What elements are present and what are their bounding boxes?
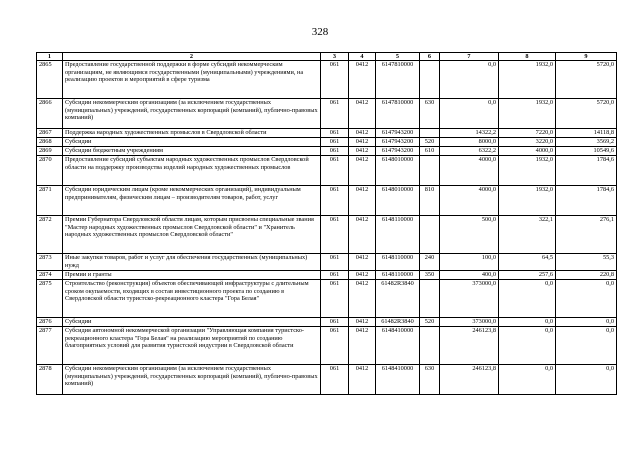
- header-cell: 6: [420, 53, 440, 61]
- row-section-code: 0412: [349, 147, 376, 156]
- row-target-code: 6148110000: [376, 216, 420, 254]
- row-number: 2873: [37, 254, 63, 271]
- row-target-code: 6148410000: [376, 327, 420, 365]
- row-admin-code: 061: [321, 156, 349, 186]
- header-cell: 4: [349, 53, 376, 61]
- row-name: Субсидия автономной некоммерческой организации "Управляющая компания туристско-рекреационного кластера "Гора Белая" на реализацию мероприятий по созданию благоприятных условий для развития туристской индустрии в Свердловской области: [63, 327, 321, 365]
- row-value-col9: 0,0: [556, 318, 617, 327]
- table-row: [37, 61, 617, 99]
- row-value-col7: 6322,2: [440, 147, 499, 156]
- row-target-code: 6147810000: [376, 99, 420, 129]
- row-value-col7: 0,0: [440, 99, 499, 129]
- row-expense-type: 610: [420, 147, 440, 156]
- table-row: [37, 365, 617, 395]
- table-row: [37, 156, 617, 186]
- row-name: Субсидии юридическим лицам (кроме некоммерческих организаций), индивидуальным предпринимателям, физическим лицам – производителям товаров, работ, услуг: [63, 186, 321, 216]
- row-section-code: 0412: [349, 129, 376, 138]
- row-value-col7: 373000,0: [440, 280, 499, 318]
- row-value-col8: 0,0: [499, 365, 556, 395]
- header-cell: 8: [499, 53, 556, 61]
- row-value-col8: 0,0: [499, 327, 556, 365]
- header-row: [37, 53, 617, 61]
- row-value-col8: 7220,0: [499, 129, 556, 138]
- row-admin-code: 061: [321, 365, 349, 395]
- row-name: Субсидии: [63, 138, 321, 147]
- row-admin-code: 061: [321, 186, 349, 216]
- table-row: [37, 99, 617, 129]
- row-target-code: 6147943200: [376, 147, 420, 156]
- row-name: Предоставление государственной поддержки в форме субсидий некоммерческим организациям, не являющимся государственными (муниципальными) учреждениями, на реализацию проектов и мероприятий в сфере туризма: [63, 61, 321, 99]
- row-value-col9: 5720,0: [556, 61, 617, 99]
- row-target-code: 6148410000: [376, 365, 420, 395]
- row-value-col9: 1784,6: [556, 186, 617, 216]
- row-section-code: 0412: [349, 271, 376, 280]
- row-admin-code: 061: [321, 318, 349, 327]
- row-value-col8: 1932,0: [499, 186, 556, 216]
- row-value-col7: 246123,8: [440, 327, 499, 365]
- row-admin-code: 061: [321, 138, 349, 147]
- row-number: 2875: [37, 280, 63, 318]
- row-name: Премии и гранты: [63, 271, 321, 280]
- row-number: 2867: [37, 129, 63, 138]
- row-value-col9: 0,0: [556, 365, 617, 395]
- row-target-code: 6148010000: [376, 156, 420, 186]
- row-admin-code: 061: [321, 327, 349, 365]
- row-number: 2870: [37, 156, 63, 186]
- row-expense-type: 240: [420, 254, 440, 271]
- row-value-col8: 257,6: [499, 271, 556, 280]
- row-expense-type: [420, 156, 440, 186]
- row-number: 2872: [37, 216, 63, 254]
- table-row: [37, 138, 617, 147]
- row-name: Премии Губернатора Свердловской области лицам, которым присвоены специальные звания "Мастер народных художественных промыслов Свердловской области" и "Хранитель народных художественных промыслов Свердловской области": [63, 216, 321, 254]
- row-name: Субсидии некоммерческим организациям (за исключением государственных (муниципальных) учреждений, государственных корпораций (компаний), публично-правовых компаний): [63, 99, 321, 129]
- row-section-code: 0412: [349, 186, 376, 216]
- row-target-code: 61482R3840: [376, 280, 420, 318]
- row-target-code: 6148110000: [376, 271, 420, 280]
- row-value-col8: 64,5: [499, 254, 556, 271]
- row-value-col9: 10549,6: [556, 147, 617, 156]
- row-target-code: 6148110000: [376, 254, 420, 271]
- row-value-col7: 4000,0: [440, 186, 499, 216]
- row-number: 2876: [37, 318, 63, 327]
- row-value-col8: 1932,0: [499, 99, 556, 129]
- row-target-code: 6147943200: [376, 138, 420, 147]
- row-value-col8: 0,0: [499, 280, 556, 318]
- row-value-col9: 14118,8: [556, 129, 617, 138]
- row-value-col9: 5720,0: [556, 99, 617, 129]
- row-expense-type: [420, 216, 440, 254]
- header-cell: 9: [556, 53, 617, 61]
- row-section-code: 0412: [349, 61, 376, 99]
- row-name: Поддержка народных художественных промыслов в Свердловской области: [63, 129, 321, 138]
- row-number: 2874: [37, 271, 63, 280]
- row-number: 2868: [37, 138, 63, 147]
- row-expense-type: 630: [420, 365, 440, 395]
- row-expense-type: [420, 327, 440, 365]
- row-name: Предоставление субсидий субъектам народных художественных промыслов Свердловской области на поддержку производства изделий народных художественных промыслов: [63, 156, 321, 186]
- row-value-col7: 100,0: [440, 254, 499, 271]
- row-expense-type: 350: [420, 271, 440, 280]
- row-section-code: 0412: [349, 254, 376, 271]
- row-admin-code: 061: [321, 61, 349, 99]
- row-admin-code: 061: [321, 216, 349, 254]
- row-section-code: 0412: [349, 327, 376, 365]
- row-number: 2878: [37, 365, 63, 395]
- row-value-col8: 3220,0: [499, 138, 556, 147]
- row-section-code: 0412: [349, 365, 376, 395]
- row-target-code: 6148010000: [376, 186, 420, 216]
- row-expense-type: 520: [420, 138, 440, 147]
- row-value-col9: 220,8: [556, 271, 617, 280]
- row-value-col7: 500,0: [440, 216, 499, 254]
- row-value-col8: 322,1: [499, 216, 556, 254]
- row-value-col7: 246123,8: [440, 365, 499, 395]
- page-number: 328: [311, 26, 329, 38]
- row-value-col9: 1784,6: [556, 156, 617, 186]
- row-section-code: 0412: [349, 280, 376, 318]
- row-section-code: 0412: [349, 318, 376, 327]
- table-row: [37, 254, 617, 271]
- header-cell: 7: [440, 53, 499, 61]
- row-value-col8: 4000,0: [499, 147, 556, 156]
- row-value-col8: 1932,0: [499, 61, 556, 99]
- row-value-col8: 1932,0: [499, 156, 556, 186]
- row-admin-code: 061: [321, 254, 349, 271]
- row-expense-type: [420, 129, 440, 138]
- table-row: [37, 318, 617, 327]
- row-number: 2871: [37, 186, 63, 216]
- header-cell: 5: [376, 53, 420, 61]
- row-section-code: 0412: [349, 156, 376, 186]
- header-cell: 1: [37, 53, 63, 61]
- row-target-code: 6147810000: [376, 61, 420, 99]
- row-number: 2869: [37, 147, 63, 156]
- row-name: Субсидии: [63, 318, 321, 327]
- header-cell: 2: [63, 53, 321, 61]
- row-section-code: 0412: [349, 138, 376, 147]
- row-admin-code: 061: [321, 99, 349, 129]
- table-row: [37, 280, 617, 318]
- row-name: Субсидии бюджетным учреждениям: [63, 147, 321, 156]
- table-row: [37, 216, 617, 254]
- row-target-code: 61482R3840: [376, 318, 420, 327]
- row-value-col7: 14322,2: [440, 129, 499, 138]
- row-value-col9: 55,3: [556, 254, 617, 271]
- row-value-col7: 400,0: [440, 271, 499, 280]
- budget-table: [36, 52, 617, 395]
- row-expense-type: [420, 280, 440, 318]
- row-value-col7: 373000,0: [440, 318, 499, 327]
- row-number: 2877: [37, 327, 63, 365]
- row-value-col9: 276,1: [556, 216, 617, 254]
- row-expense-type: 810: [420, 186, 440, 216]
- row-value-col9: 3569,2: [556, 138, 617, 147]
- row-expense-type: 630: [420, 99, 440, 129]
- row-section-code: 0412: [349, 99, 376, 129]
- table-row: [37, 147, 617, 156]
- row-name: Иные закупки товаров, работ и услуг для обеспечения государственных (муниципальных) нужд: [63, 254, 321, 271]
- row-expense-type: 520: [420, 318, 440, 327]
- row-value-col7: 8000,0: [440, 138, 499, 147]
- table-row: [37, 129, 617, 138]
- row-value-col9: 0,0: [556, 327, 617, 365]
- row-name: Строительство (реконструкция) объектов обеспечивающей инфраструктуры с длительным сроком окупаемости, входящих в состав инвестиционного проекта по созданию в Свердловской области туристско-рекреационного кластера "Гора Белая": [63, 280, 321, 318]
- row-admin-code: 061: [321, 147, 349, 156]
- row-value-col9: 0,0: [556, 280, 617, 318]
- row-section-code: 0412: [349, 216, 376, 254]
- header-cell: 3: [321, 53, 349, 61]
- row-target-code: 6147943200: [376, 129, 420, 138]
- table-row: [37, 327, 617, 365]
- row-expense-type: [420, 61, 440, 99]
- row-value-col7: 4000,0: [440, 156, 499, 186]
- table-row: [37, 186, 617, 216]
- row-admin-code: 061: [321, 271, 349, 280]
- row-admin-code: 061: [321, 129, 349, 138]
- row-number: 2865: [37, 61, 63, 99]
- row-value-col8: 0,0: [499, 318, 556, 327]
- row-name: Субсидии некоммерческим организациям (за исключением государственных (муниципальных) учреждений, государственных корпораций (компаний), публично-правовых компаний): [63, 365, 321, 395]
- row-admin-code: 061: [321, 280, 349, 318]
- row-number: 2866: [37, 99, 63, 129]
- table-row: [37, 271, 617, 280]
- row-value-col7: 0,0: [440, 61, 499, 99]
